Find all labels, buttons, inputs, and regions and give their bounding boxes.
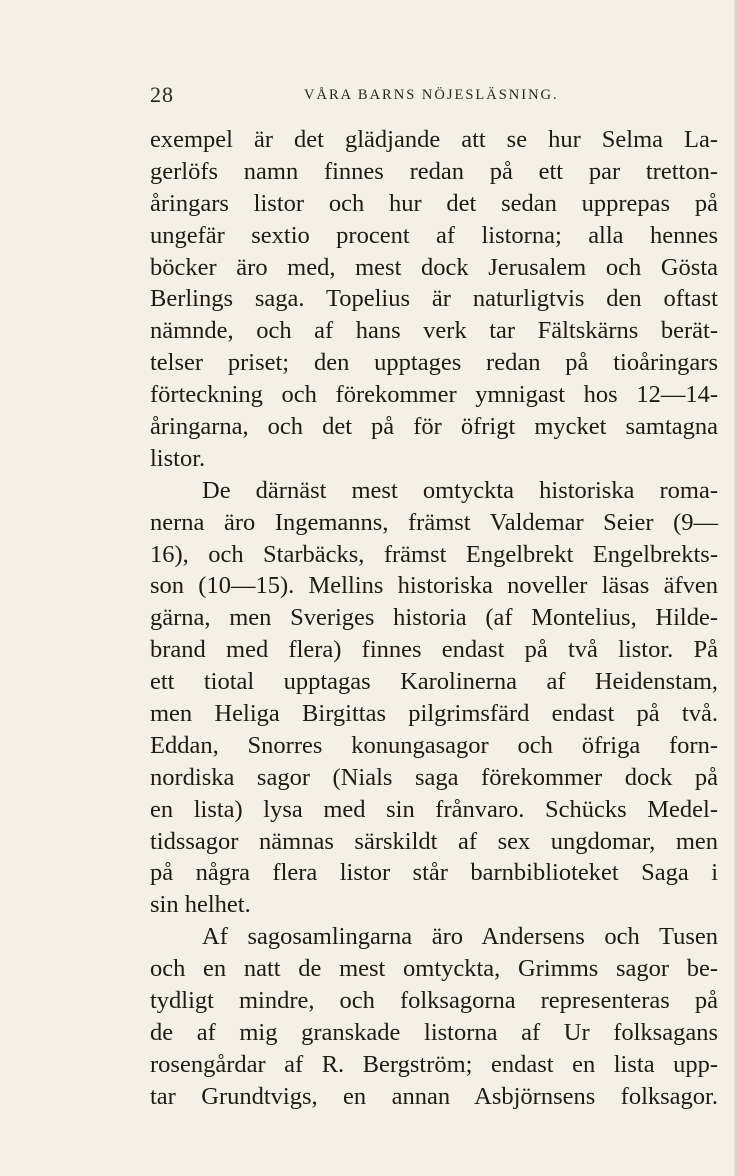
text-line: nämnde, och af hans verk tar Fältskärns berät- bbox=[150, 317, 718, 345]
text-line: ungefär sextio procent af listorna; alla hennes bbox=[150, 221, 718, 249]
text-line: de af mig granskade listorna af Ur folksagans bbox=[150, 1018, 718, 1046]
text-line: telser priset; den upptages redan på tioåringars bbox=[150, 349, 718, 377]
text-line: 16), och Starbäcks, främst Engelbrekt Engelbrekts- bbox=[150, 540, 718, 568]
text-line: böcker äro med, mest dock Jerusalem och Gösta bbox=[150, 253, 718, 281]
text-line: nordiska sagor (Nials saga förekommer dock på bbox=[150, 763, 718, 791]
text-line: De därnäst mest omtyckta historiska roma- bbox=[202, 476, 718, 504]
text-line: en lista) lysa med sin frånvaro. Schücks Medel- bbox=[150, 795, 718, 823]
text-line: brand med flera) finnes endast på två listor. På bbox=[150, 636, 718, 664]
text-line: åringars listor och hur det sedan upprepas på bbox=[150, 189, 718, 217]
text-line: tar Grundtvigs, en annan Asbjörnsens folksagor. bbox=[150, 1082, 718, 1110]
text-line: tydligt mindre, och folksagorna representeras på bbox=[150, 987, 718, 1015]
text-line: ett tiotal upptagas Karolinerna af Heidenstam, bbox=[150, 668, 718, 696]
text-line: åringarna, och det på för öfrigt mycket samtagna bbox=[150, 413, 718, 441]
text-line: och en natt de mest omtyckta, Grimms sagor be- bbox=[150, 955, 718, 983]
text-line: men Heliga Birgittas pilgrimsfärd endast på två. bbox=[150, 700, 718, 728]
text-line: son (10—15). Mellins historiska noveller läsas äfven bbox=[150, 572, 718, 600]
text-line: på några flera listor står barnbiblioteket Saga i bbox=[150, 859, 718, 887]
page-header bbox=[150, 82, 570, 112]
text-line: sin helhet. bbox=[150, 891, 251, 919]
text-line: förteckning och förekommer ymnigast hos 12—14- bbox=[150, 381, 718, 409]
body-text bbox=[150, 124, 718, 1113]
text-line: nerna äro Ingemanns, främst Valdemar Seier (9— bbox=[150, 508, 718, 536]
running-title: VÅRA BARNS NÖJESLÄSNING. bbox=[304, 87, 559, 103]
text-line: gerlöfs namn finnes redan på ett par tretton- bbox=[150, 157, 718, 185]
page-number: 28 bbox=[150, 82, 174, 107]
text-line: Berlings saga. Topelius är naturligtvis den oftast bbox=[150, 285, 718, 313]
text-line: Af sagosamlingarna äro Andersens och Tusen bbox=[202, 923, 718, 951]
text-line: rosengårdar af R. Bergström; endast en lista upp- bbox=[150, 1050, 718, 1078]
text-line: tidssagor nämnas särskildt af sex ungdomar, men bbox=[150, 827, 718, 855]
text-line: gärna, men Sveriges historia (af Montelius, Hilde- bbox=[150, 604, 718, 632]
text-line: listor. bbox=[150, 444, 206, 472]
text-line: exempel är det glädjande att se hur Selma La- bbox=[150, 126, 718, 153]
text-line: Eddan, Snorres konungasagor och öfriga forn- bbox=[150, 731, 718, 759]
